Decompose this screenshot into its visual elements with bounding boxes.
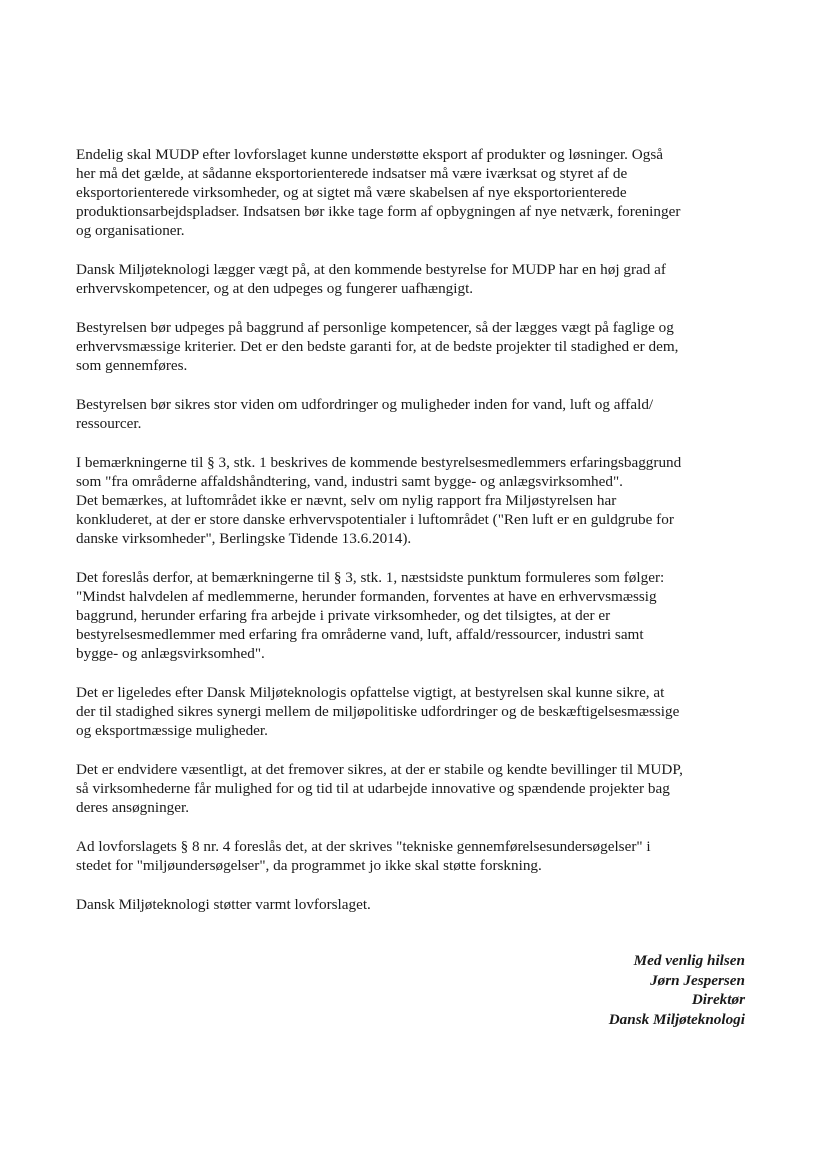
signature-block: [609, 951, 745, 1029]
paragraph-support: Dansk Miljøteknologi støtter varmt lovforslaget.: [76, 896, 371, 913]
letter-body: [76, 145, 756, 934]
signature-organization: Dansk Miljøteknologi: [608, 1010, 745, 1028]
signature-closing: Med venlig hilsen: [633, 952, 745, 969]
paragraph-board-knowledge: Bestyrelsen bør sikres stor viden om udfordringer og muligheder inden for vand, luft og affald/ ressourcer.: [76, 396, 654, 432]
paragraph-funding: Det er endvidere væsentligt, at det fremover sikres, at der er stabile og kendte bevillinger til MUDP, så virksomhederne får mulighed for og tid til at udarbejde innovative og spændende projekter bag deres ansøgninger.: [76, 761, 683, 816]
paragraph-board-appointment: Bestyrelsen bør udpeges på baggrund af personlige kompetencer, så der lægges vægt på faglige og erhvervsmæssige kriterier. Det er den bedste garanti for, at de bedste projekter til stadighed er dem, som gennemføres.: [76, 319, 679, 374]
paragraph-synergy: Det er ligeledes efter Dansk Miljøteknologis opfattelse vigtigt, at bestyrelsen skal kunne sikre, at der til stadighed sikres synergi mellem de miljøpolitiske udfordringer og de beskæftigelsesmæssige og eksportmæssige muligheder.: [76, 684, 680, 739]
signature-name: Jørn Jespersen: [650, 971, 745, 989]
paragraph-proposed-wording: Det foreslås derfor, at bemærkningerne til § 3, stk. 1, næstsidste punktum formuleres som følger: "Mindst halvdelen af medlemmerne, herunder formanden, forventes at have en erhvervsmæssig baggrund, herunder erfaring fra arbejde i private virksomheder, og det tilsigtes, at der er bestyrelsesmedlemmer med erfaring fra områderne vand, luft, affald/ressourcer, industri samt bygge- og anlægsvirksomhed".: [76, 569, 665, 662]
paragraph-export: Endelig skal MUDP efter lovforslaget kunne understøtte eksport af produkter og løsninger. Også her må det gælde, at sådanne eksportorienterede indsatser må være iværksat og styret af de eksportorienterede virksomheder, og at sigtet må være skabelsen af nye eksportorienterede produktionsarbejdspladser. Indsatsen bør ikke tage form af opbygningen af nye netværk, foreninger og organisationer.: [76, 146, 681, 239]
paragraph-board-competence: Dansk Miljøteknologi lægger vægt på, at den kommende bestyrelse for MUDP har en høj grad af erhvervskompetencer, og at den udpeges og fungerer uafhængigt.: [76, 261, 666, 297]
signature-title: Direktør: [691, 991, 745, 1008]
paragraph-remarks-background: I bemærkningerne til § 3, stk. 1 beskrives de kommende bestyrelsesmedlemmers erfaringsbaggrund som "fra områderne affaldshåndtering, vand, industri samt bygge- og anlægsvirksomhed". Det bemærkes, at luftområdet ikke er nævnt, selv om nylig rapport fra Miljøstyrelsen har konkluderet, at der er store danske erhvervspotentialer i luftområdet ("Ren luft er en guldgrube for danske virksomheder", Berlingske Tidende 13.6.2014).: [76, 454, 682, 547]
paragraph-section-8: Ad lovforslagets § 8 nr. 4 foreslås det, at der skrives "tekniske gennemførelsesundersøgelser" i stedet for "miljøundersøgelser", da programmet jo ikke skal støtte forskning.: [76, 838, 651, 874]
